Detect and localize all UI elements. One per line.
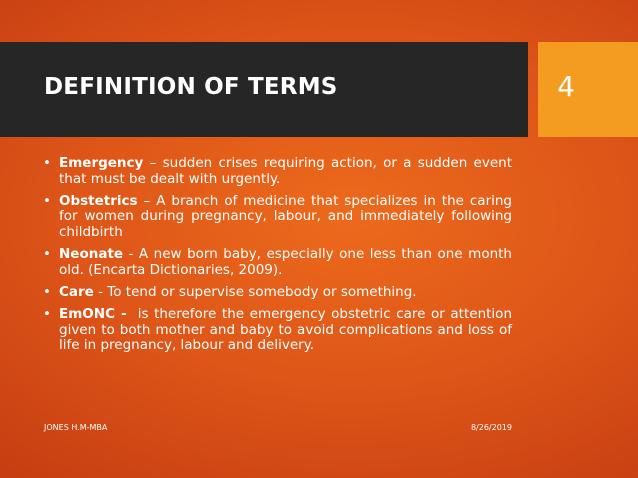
list-item <box>42 156 512 187</box>
term-obstetrics: Obstetrics <box>59 192 138 209</box>
list-item <box>42 285 512 301</box>
slide-title: DEFINITION OF TERMS <box>44 74 338 100</box>
term-neonate: Neonate <box>59 246 124 263</box>
definition-care: - To tend or supervise somebody or something. <box>93 283 417 300</box>
definition-obstetrics: – A branch of medicine that specializes in the caring for women during pregnancy, labour, and immediately following childbirth <box>59 192 512 240</box>
list-item <box>42 306 517 354</box>
footer-date: 8/26/2019 <box>470 423 512 432</box>
bullet-icon: • <box>43 283 51 300</box>
definition-neonate: - A new born baby, especially one less than one month old. (Encarta Dictionaries, 2009). <box>59 246 512 278</box>
list-item <box>42 247 512 278</box>
slide-number: 4 <box>557 70 575 103</box>
bullet-icon: • <box>43 246 51 263</box>
bullet-icon: • <box>43 192 51 209</box>
bullet-icon: • <box>43 306 51 323</box>
term-emergency: Emergency <box>59 155 144 171</box>
footer-author: JONES H.M-MBA <box>44 423 108 432</box>
term-emonc: EmONC - <box>59 306 127 323</box>
definition-emonc: is therefore the emergency obstetric care or attention given to both mother and baby to avoid complications and loss of life in pregnancy, labour and delivery. <box>59 306 517 354</box>
list-item <box>42 194 512 241</box>
definition-emergency: – sudden crises requiring action, or a sudden event that must be dealt with urgently. <box>59 155 512 187</box>
bullet-icon: • <box>43 155 51 171</box>
term-care: Care <box>59 283 94 300</box>
definitions-list <box>42 155 517 361</box>
